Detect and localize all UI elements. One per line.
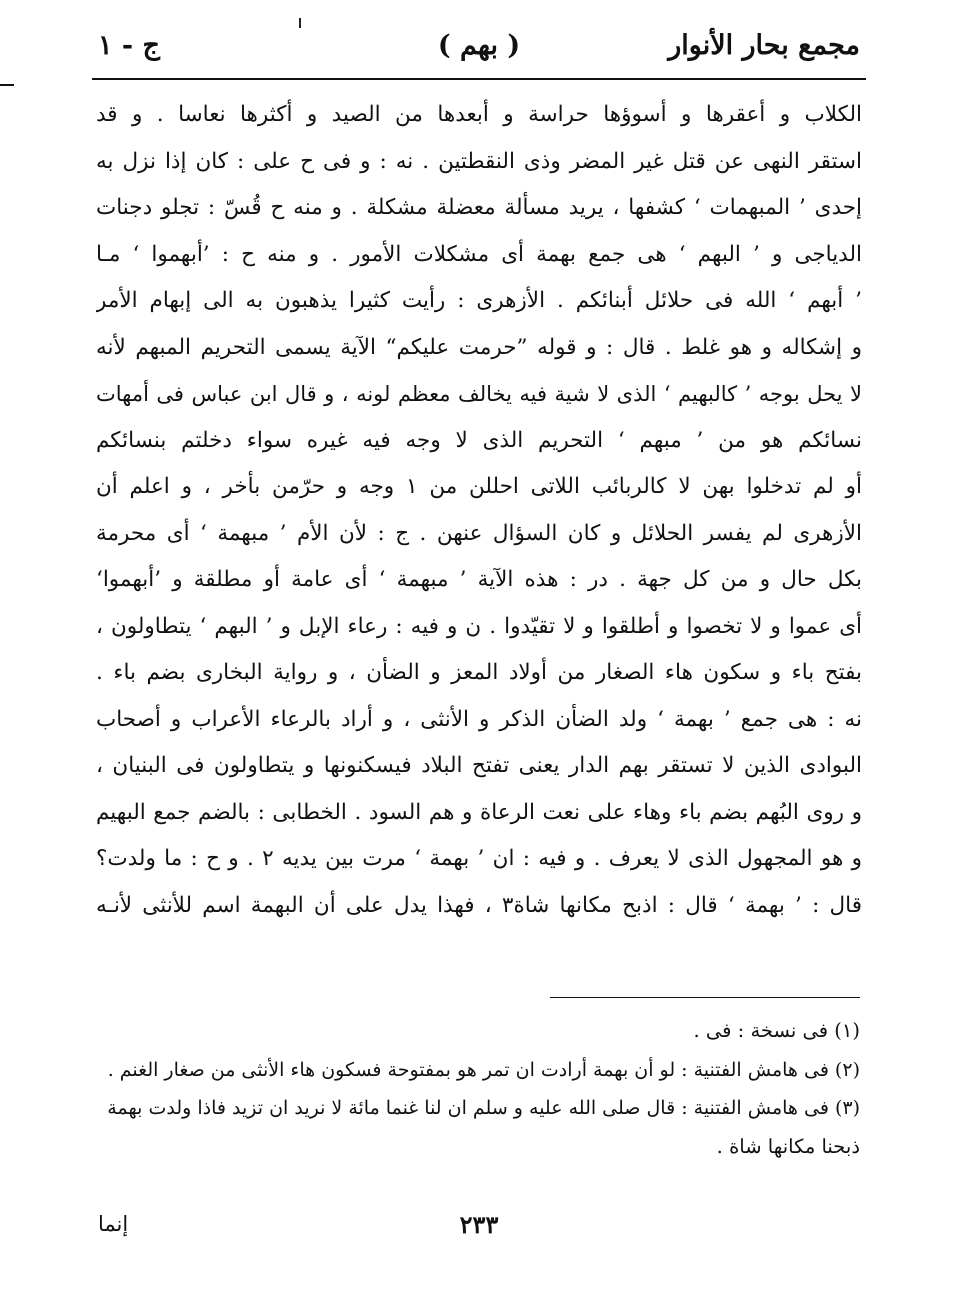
- text-line: نسائكم هو من ’ مبهم ‘ التحريم الذى لا وجه فيه غيره سواء دخلتم بنسائكم: [96, 427, 862, 453]
- page-number: ٢٣٣: [459, 1210, 499, 1239]
- text-line: بفتح باء و سكون هاء الصغار من أولاد المعز و الضأن ، و رواية البخارى بضم باء .: [96, 660, 862, 685]
- text-line: استقر النهى عن قتل غير المضر وذى النقطتين . نه : و فى ح على : كان إذا نزل به: [96, 148, 862, 174]
- text-line: أو لم تدخلوا بهن لا كالربائب اللاتى احللن من ١ وجه و حرّمن بأخر ، و اعلم أن: [96, 474, 862, 499]
- text-line: بكل حال و من كل جهة . در : هذه الآية ’ مبهمة ‘ أى عامة أو مطلقة و ’أبهموا‘: [96, 567, 862, 592]
- footnote-1: (١) فى نسخة : فى .: [693, 1019, 860, 1042]
- margin-mark: [0, 84, 14, 86]
- print-speck: [299, 18, 301, 28]
- text-line: الكلاب و أعقرها و أسوؤها حراسة و أبعدها من الصيد و أكثرها نعاسا . و قد: [96, 102, 862, 127]
- footnote-rule: [550, 997, 860, 998]
- text-line: و إشكاله و هو غلط . قال : و قوله ”حرمت عليكم“ الآية يسمى التحريم المبهم لأنه: [96, 334, 862, 360]
- text-line: البوادى الذين لا تستقر بهم الدار يعنى تفتح البلاد فيسكنونها و يتطاولون فى البنيان ،: [96, 753, 862, 778]
- entry-keyword: ( بهم ): [437, 30, 521, 61]
- main-text: [96, 92, 862, 929]
- text-line: الأزهرى لم يفسر الحلائل و كان السؤال عنهن . ج : لأن الأم ’ مبهمة ‘ أى محرمة: [96, 520, 862, 546]
- footnote-2: (٢) فى هامش الفتنية : لو أن بهمة أرادت ان تمر هو بمفتوحة فسكون هاء الأنثى من صغار الغنم .: [107, 1058, 860, 1081]
- running-header: [98, 30, 860, 74]
- text-line: أى عموا و لا تخصوا و أطلقوا و لا تقيّدوا . ن و فيه : رعاء الإبل و ’ البهم ‘ يتطاولون ،: [96, 613, 862, 639]
- text-line: و هو المجهول الذى لا يعرف . و فيه : ان ’ بهمة ‘ مرت بين يديه ٢ . و ح : ما ولدت؟: [96, 846, 862, 871]
- text-line: لا يحل بوجه ’ كالبهيم ‘ الذى لا شية فيه يخالف معظم لونه ، و قال ابن عباس فى أمهات: [96, 382, 862, 406]
- text-line: إحدى ’ المبهمات ‘ كشفها ، يريد مسألة معضلة مشكلة . و منه ح قُسّ : تجلو دجنات: [96, 195, 862, 220]
- text-line: و روى البُهم بضم باء وهاء على نعت الرعاة و هم السود . الخطابى : بالضم جمع البهيم: [96, 799, 862, 825]
- text-line: ’ أبهم ‘ الله فى حلائل أبنائكم . الأزهرى : رأيت كثيرا يذهبون به الى إبهام الأمر: [96, 288, 862, 313]
- catchword: إنما: [98, 1212, 129, 1236]
- text-line: الدياجى و ’ البهم ‘ هى جمع بهمة أى مشكلات الأمور . و منه ح : ’أبهموا ‘ مـا: [96, 241, 862, 267]
- volume-label: ج - ١: [98, 30, 160, 61]
- footnote-3-continued: ذبحنا مكانها شاة .: [716, 1134, 860, 1158]
- text-line: نه : هى جمع ’ بهمة ‘ ولد الضأن الذكر و الأنثى ، و أراد بالرعاء الأعراب و أصحاب: [96, 706, 862, 732]
- footnotes: [98, 1012, 860, 1166]
- footnote-3: (٣) فى هامش الفتنية : قال صلى الله عليه و سلم ان لنا غنما مائة لا نريد ان تزيد فاذا ولدت بهمة: [107, 1097, 860, 1119]
- book-title: مجمع بحار الأنوار: [668, 30, 860, 61]
- text-line: قال : ’ بهمة ‘ قال : اذبح مكانها شاة٣ ، فهذا يدل على أن البهمة اسم للأنثى لأنـه: [96, 892, 862, 918]
- header-rule: [92, 78, 866, 80]
